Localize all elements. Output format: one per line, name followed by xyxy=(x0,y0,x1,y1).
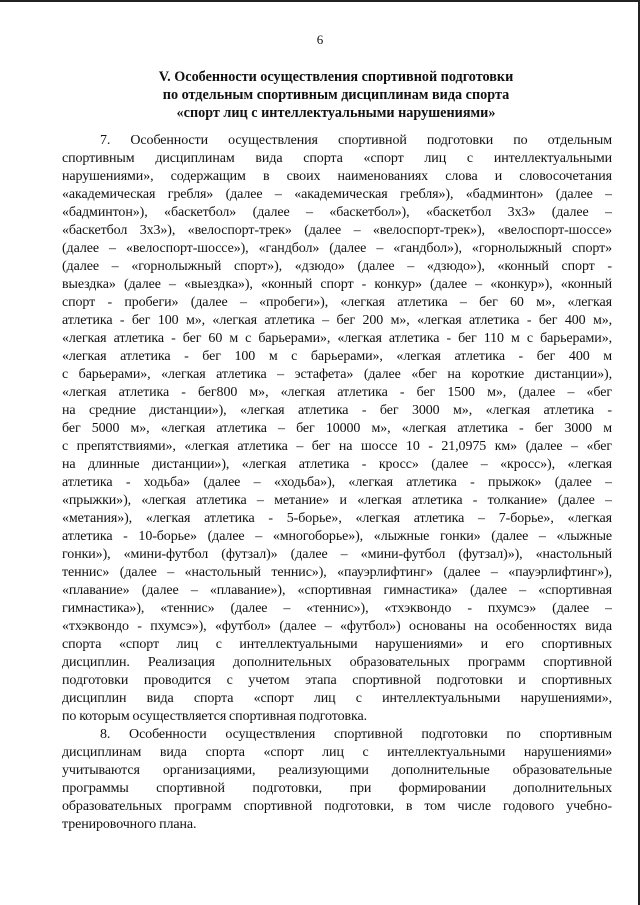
section-title xyxy=(60,68,612,122)
text-line: дисциплин вида спорта «спорт лиц с интеллектуальными нарушениями», xyxy=(62,691,612,706)
text-line: «баскетбол 3х3»), «велоспорт-трек» (далее – «велоспорт-трек»), «велоспорт-шоссе» xyxy=(62,223,612,238)
text-line: «бадминтон»), «баскетбол» (далее – «баскетбол»), «баскетбол 3х3» (далее – xyxy=(62,205,612,220)
text-line: «тхэквондо - пхумсэ»), «футбол» (далее – «футбол») основаны на особенностях вида xyxy=(62,619,612,634)
text-line: гонки»), «мини-футбол (футзал)» (далее – «мини-футбол (футзал)»), «настольный xyxy=(62,547,612,562)
text-line: с препятствиями», «легкая атлетика – бег на шоссе 10 - 21,0975 км» (далее – «бег xyxy=(62,439,612,454)
text-line: атлетика - ходьба» (далее – «ходьба»), «легкая атлетика - прыжок» (далее – xyxy=(62,475,612,490)
text-line: «академическая гребля» (далее – «академическая гребля»), «бадминтон» (далее – xyxy=(62,187,612,202)
text-line: (далее – «горнолыжный спорт»), «дзюдо» (далее – «дзюдо»), «конный спорт - xyxy=(62,259,612,274)
text-line: «прыжки»), «легкая атлетика – метание» и «легкая атлетика - толкание» (далее – xyxy=(62,493,612,508)
text-line: дисциплинам вида спорта «спорт лиц с интеллектуальными нарушениями» xyxy=(62,745,612,760)
text-line: учитываются организациями, реализующими дополнительные образовательные xyxy=(62,763,612,778)
text-line: программы спортивной подготовки, при формировании дополнительных xyxy=(62,781,612,796)
text-line: с барьерами», «легкая атлетика – эстафета» (далее «бег на короткие дистанции»), xyxy=(62,367,612,382)
text-line: по которым осуществляется спортивная подготовка. xyxy=(62,709,368,724)
text-line: выездка» (далее – «выездка»), «конный спорт - конкур» (далее – «конкур»), «конный xyxy=(62,277,612,292)
paragraph-8 xyxy=(62,726,612,834)
text-line: спорта «спорт лиц с интеллектуальными нарушениями» и его спортивных xyxy=(62,637,612,652)
text-line: образовательных программ спортивной подготовки, в том числе годового учебно- xyxy=(62,799,612,814)
text-line: спортивным дисциплинам вида спорта «спорт лиц с интеллектуальными xyxy=(62,151,612,166)
text-line: 7. Особенности осуществления спортивной подготовки по отдельным xyxy=(100,133,612,148)
section-title-line: V. Особенности осуществления спортивной подготовки xyxy=(158,69,514,85)
text-line: гимнастика»), «теннис» (далее – «теннис»), «тхэквондо - пхумсэ» (далее – xyxy=(62,601,612,616)
text-line: на длинные дистанции»), «легкая атлетика - кросс» (далее – «кросс»), «легкая xyxy=(62,457,612,472)
text-line: 8. Особенности осуществления спортивной подготовки по спортивным xyxy=(100,727,612,742)
text-line: (далее – «велоспорт-шоссе»), «гандбол» (далее – «гандбол»), «горнолыжный спорт» xyxy=(62,241,612,256)
text-line: на средние дистанции»), «легкая атлетика - бег 3000 м», «легкая атлетика - xyxy=(62,403,612,418)
text-line: нарушениями», содержащим в своих наименованиях слова и словосочетания xyxy=(62,169,612,184)
scan-edge-top xyxy=(0,0,640,2)
text-line: теннис» (далее – «настольный теннис»), «пауэрлифтинг» (далее – «пауэрлифтинг»), xyxy=(62,565,612,580)
text-line: «легкая атлетика - бег800 м», «легкая атлетика - бег 1500 м», (далее – «бег xyxy=(62,385,612,400)
paragraph-7 xyxy=(62,132,612,726)
document-body xyxy=(62,132,612,834)
text-line: бег 5000 м», «легкая атлетика – бег 10000 м», «легкая атлетика - бег 3000 м xyxy=(62,421,612,436)
section-title-line: «спорт лиц с интеллектуальными нарушениями» xyxy=(176,105,496,121)
section-title-line: по отдельным спортивным дисциплинам вида спорта xyxy=(162,87,510,103)
text-line: спорт - пробеги» (далее – «пробеги»), «легкая атлетика – бег 60 м», «легкая xyxy=(62,295,612,310)
text-line: подготовки проводится с учетом этапа спортивной подготовки и спортивных xyxy=(62,673,612,688)
text-line: «плавание» (далее – «плавание»), «спортивная гимнастика» (далее – «спортивная xyxy=(62,583,612,598)
text-line: дисциплин. Реализация дополнительных образовательных программ спортивной xyxy=(62,655,612,670)
text-line: «метания»), «легкая атлетика - 5-борье», «легкая атлетика – 7-борье», «легкая xyxy=(62,511,612,526)
text-line: атлетика - бег 100 м», «легкая атлетика – бег 200 м», «легкая атлетика - бег 400 м», xyxy=(62,313,612,328)
text-line: атлетика - 10-борье» (далее – «многоборье»), «лыжные гонки» (далее – «лыжные xyxy=(62,529,612,544)
text-line: тренировочного плана. xyxy=(62,817,197,832)
text-line: «легкая атлетика - бег 60 м с барьерами», «легкая атлетика - бег 110 м с барьерами», xyxy=(62,331,612,346)
page-number: 6 xyxy=(316,32,324,47)
text-line: «легкая атлетика - бег 100 м с барьерами», «легкая атлетика - бег 400 м xyxy=(62,349,612,364)
